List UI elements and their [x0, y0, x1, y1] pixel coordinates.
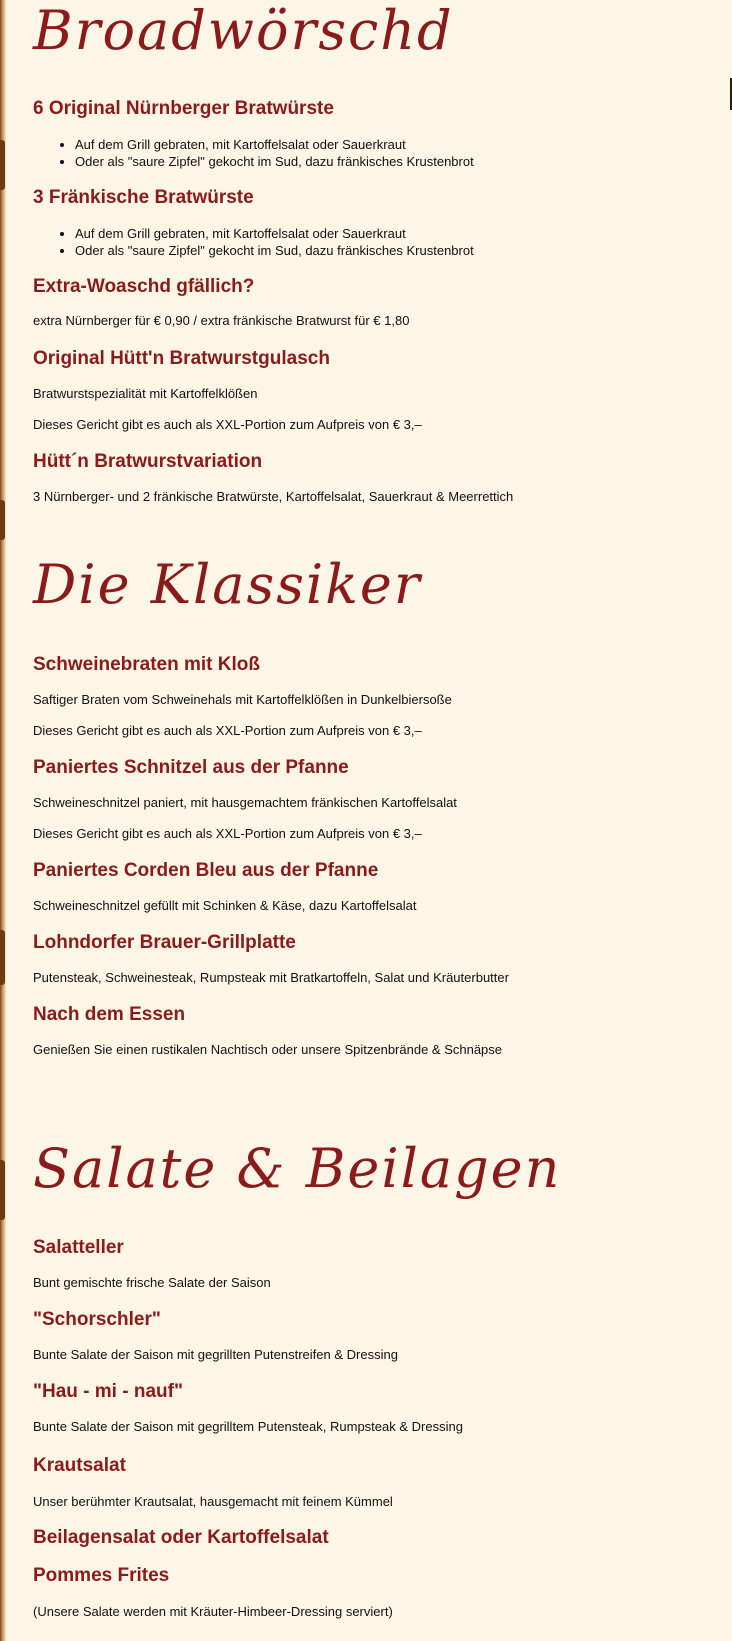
dish-title: Hütt´n Bratwurstvariation	[33, 451, 263, 472]
bullet-item: • Auf dem Grill gebraten, mit Kartoffelsalat oder Sauerkraut	[75, 225, 474, 242]
bullet-item: • Oder als "saure Zipfel" gekocht im Sud, dazu fränkisches Krustenbrot	[75, 153, 474, 170]
dish-bullets	[33, 136, 474, 170]
dish-description: Genießen Sie einen rustikalen Nachtisch oder unsere Spitzenbrände & Schnäpse	[33, 1042, 503, 1057]
dish-title: Paniertes Schnitzel aus der Pfanne	[33, 757, 349, 778]
dish-title: Krautsalat	[33, 1455, 126, 1476]
dish-xxl-note: Dieses Gericht gibt es auch als XXL-Portion zum Aufpreis von € 3,–	[33, 723, 422, 738]
dish-description: Bunte Salate der Saison mit gegrillten Putenstreifen & Dressing	[33, 1347, 398, 1362]
dish-description: Bunte Salate der Saison mit gegrilltem Putensteak, Rumpsteak & Dressing	[33, 1419, 463, 1434]
bullet-item: • Oder als "saure Zipfel" gekocht im Sud, dazu fränkisches Krustenbrot	[75, 242, 474, 259]
dish-description: extra Nürnberger für € 0,90 / extra fränkische Bratwurst für € 1,80	[33, 313, 410, 328]
section-title-broadwoerschd: Broadwörschd	[33, 0, 454, 62]
dish-description: Bunt gemischte frische Salate der Saison	[33, 1275, 271, 1290]
dish-xxl-note: Dieses Gericht gibt es auch als XXL-Portion zum Aufpreis von € 3,–	[33, 417, 422, 432]
dish-description: Bratwurstspezialität mit Kartoffelklößen	[33, 386, 258, 401]
dish-title: Nach dem Essen	[33, 1004, 186, 1025]
dish-xxl-note: Dieses Gericht gibt es auch als XXL-Portion zum Aufpreis von € 3,–	[33, 826, 422, 841]
section-title-salate-beilagen: Salate & Beilagen	[33, 1137, 562, 1200]
dish-title: Lohndorfer Brauer-Grillplatte	[33, 932, 296, 953]
dish-description: Schweineschnitzel gefüllt mit Schinken & Käse, dazu Kartoffelsalat	[33, 898, 417, 913]
wood-notch	[0, 1160, 5, 1220]
dish-footnote: (Unsere Salate werden mit Kräuter-Himbeer-Dressing serviert)	[33, 1604, 393, 1619]
dish-description: 3 Nürnberger- und 2 fränkische Bratwürste, Kartoffelsalat, Sauerkraut & Meerrettich	[33, 489, 514, 504]
dish-title: 3 Fränkische Bratwürste	[33, 187, 254, 208]
dish-bullets	[33, 225, 474, 259]
bullet-item: • Auf dem Grill gebraten, mit Kartoffelsalat oder Sauerkraut	[75, 136, 474, 153]
dish-title: "Schorschler"	[33, 1309, 161, 1330]
dish-title: Beilagensalat oder Kartoffelsalat	[33, 1527, 329, 1548]
dish-description: Saftiger Braten vom Schweinehals mit Kartoffelklößen in Dunkelbiersoße	[33, 692, 452, 707]
dish-title: Salatteller	[33, 1237, 124, 1258]
dish-title: "Hau - mi - nauf"	[33, 1381, 183, 1402]
section-title-die-klassiker: Die Klassiker	[33, 553, 422, 616]
dish-description: Schweineschnitzel paniert, mit hausgemachtem fränkischen Kartoffelsalat	[33, 795, 457, 810]
wood-notch	[0, 140, 5, 190]
wood-edge-left	[0, 0, 6, 1641]
dish-title: Schweinebraten mit Kloß	[33, 654, 260, 675]
dish-title: 6 Original Nürnberger Bratwürste	[33, 98, 334, 119]
dish-description: Unser berühmter Krautsalat, hausgemacht mit feinem Kümmel	[33, 1494, 393, 1509]
wood-notch	[0, 930, 5, 985]
dish-title: Extra-Woaschd gfällich?	[33, 276, 255, 297]
wood-notch	[0, 500, 5, 540]
dish-title: Pommes Frites	[33, 1565, 170, 1586]
dish-description: Putensteak, Schweinesteak, Rumpsteak mit Bratkartoffeln, Salat und Kräuterbutter	[33, 970, 509, 985]
dish-title: Original Hütt'n Bratwurstgulasch	[33, 348, 330, 369]
dish-title: Paniertes Corden Bleu aus der Pfanne	[33, 860, 379, 881]
